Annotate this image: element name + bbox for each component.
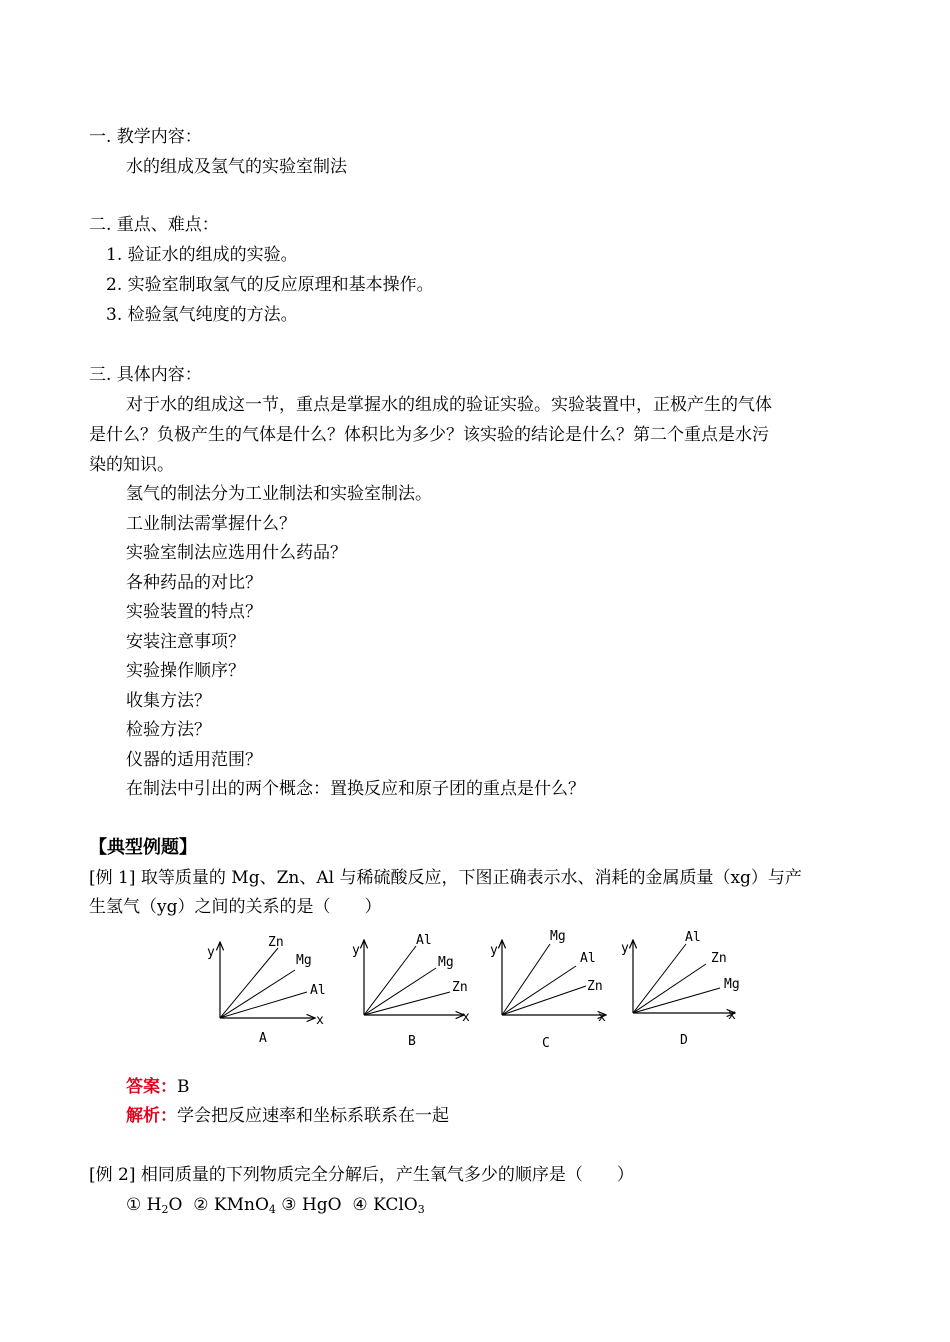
analysis-line [126,1105,449,1127]
series-line [502,944,550,1015]
section2-heading: 二. 重点、难点： [89,215,219,235]
line-label: Al [580,951,596,966]
line-label: Al [416,933,432,948]
section1-heading: 一. 教学内容： [89,127,202,147]
x-axis-label: x [462,1010,470,1025]
series-line [220,992,307,1018]
example2-options [126,1194,425,1216]
option-number: ① [126,1195,142,1215]
question-line: 收集方法？ [126,691,211,711]
series-line [364,946,416,1015]
option-number: ③ [281,1195,297,1215]
question-line: 在制法中引出的两个概念：置换反应和原子团的重点是什么？ [126,779,585,799]
question-line: 安装注意事项？ [126,632,245,652]
y-axis-label: y [207,945,215,960]
series-line [633,988,720,1013]
question-line: 实验室制法应选用什么药品？ [126,543,347,563]
example2-question: [例 2] 相同质量的下列物质完全分解后，产生氧气多少的顺序是（ ） [89,1165,634,1185]
option-number: ④ [352,1195,368,1215]
line-label: Al [310,983,326,998]
x-axis-label: x [598,1010,606,1025]
key-point-item: 1. 验证水的组成的实验。 [106,245,298,265]
section3-heading: 三. 具体内容： [89,365,202,385]
answer-label: 答案： [126,1077,177,1097]
examples-heading: 【典型例题】 [89,837,197,858]
series-line [364,992,450,1015]
y-axis-label: y [352,943,360,958]
question-line: 实验装置的特点？ [126,602,262,622]
option-formula: $H_2O$ [146,1195,183,1216]
paragraph-line: 是什么？负极产生的气体是什么？体积比为多少？该实验的结论是什么？第二个重点是水污 [89,425,769,445]
line-label: Mg [296,953,312,968]
line-label: Mg [550,929,566,944]
key-point-item: 3. 检验氢气纯度的方法。 [106,305,298,325]
series-line [364,968,436,1015]
paragraph-line: 对于水的组成这一节，重点是掌握水的组成的验证实验。实验装置中，正极产生的气体 [126,395,772,415]
analysis-label: 解析： [126,1106,177,1126]
graph-b [352,933,470,1049]
question-line: 各种药品的对比？ [126,573,262,593]
question-line: 检验方法？ [126,720,211,740]
series-line [220,970,295,1018]
question-line: 氢气的制法分为工业制法和实验室制法。 [126,484,432,504]
graph-label: A [259,1031,267,1046]
series-line [502,966,576,1015]
paragraph-line: 染的知识。 [89,455,174,475]
y-axis-label: y [621,941,629,956]
section1-text: 水的组成及氢气的实验室制法 [126,157,347,177]
question-line: 实验操作顺序？ [126,661,245,681]
line-label: Mg [724,977,740,992]
example1-graphs [200,922,760,1062]
graphs-svg [200,922,760,1062]
series-line [502,986,586,1015]
series-line [633,944,686,1013]
line-label: Zn [711,951,727,966]
option-formula: HgO [301,1195,342,1215]
line-label: Mg [438,955,454,970]
graph-label: B [408,1034,416,1049]
series-line [220,948,278,1018]
option-number: ② [193,1195,209,1215]
graph-label: C [542,1036,550,1051]
graph-a [207,935,326,1046]
y-axis-label: y [490,943,498,958]
key-point-item: 2. 实验室制取氢气的反应原理和基本操作。 [106,275,434,295]
graph-d [621,930,740,1048]
x-axis-label: x [728,1008,736,1023]
example1-question-cont: 生氢气（yg）之间的关系的是（ ） [89,897,382,917]
option-formula: KClO$_3$ [373,1195,425,1216]
answer-value: B [177,1077,190,1097]
line-label: Zn [587,979,603,994]
question-line: 工业制法需掌握什么？ [126,514,296,534]
graph-c [490,929,606,1051]
line-label: Al [685,930,701,945]
series-line [633,964,706,1013]
question-line: 仪器的适用范围？ [126,750,262,770]
answer-line [126,1076,190,1098]
analysis-value: 学会把反应速率和坐标系联系在一起 [177,1106,449,1126]
example1-question: [例 1] 取等质量的 Mg、Zn、Al 与稀硫酸反应，下图正确表示水、消耗的金属质量（xg）与产 [89,868,802,888]
option-formula: KMnO$_4$ [213,1195,276,1216]
graph-label: D [680,1033,688,1048]
line-label: Zn [452,980,468,995]
line-label: Zn [268,935,284,950]
x-axis-label: x [316,1013,324,1028]
